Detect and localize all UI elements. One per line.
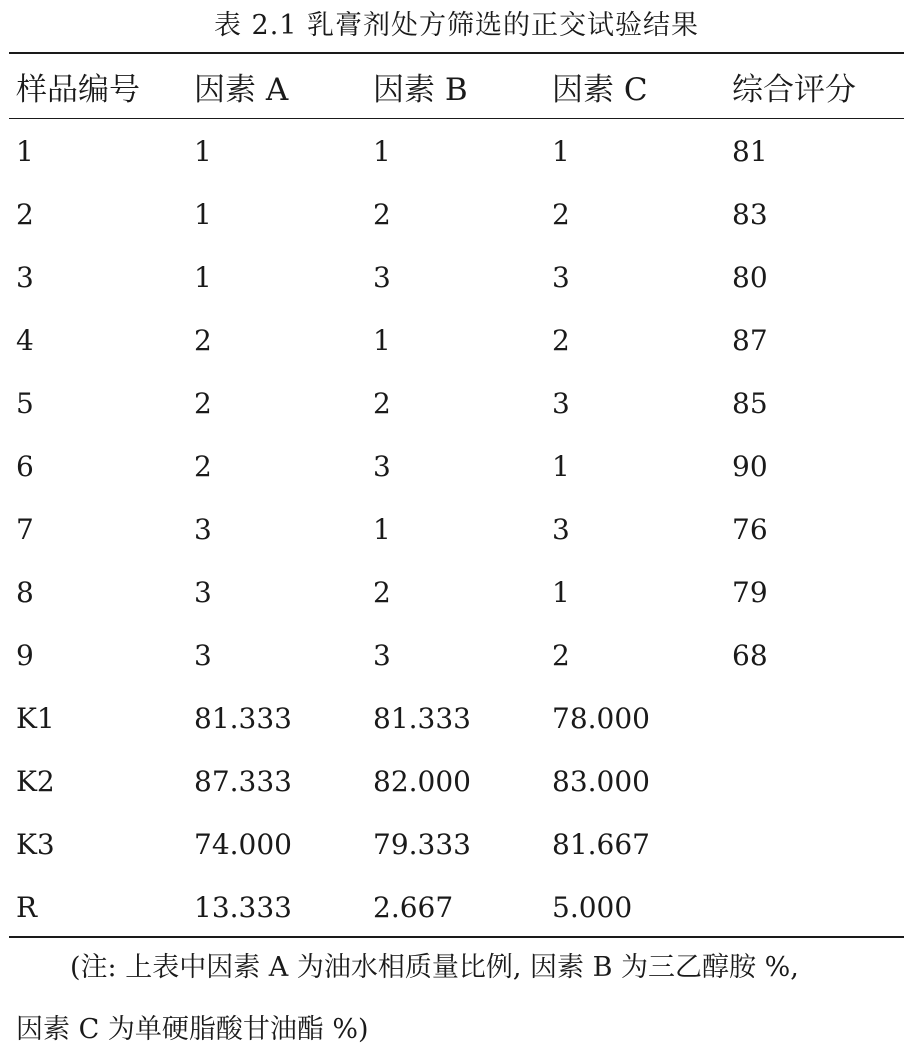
cell-overall-score: 87 bbox=[732, 324, 768, 357]
header-factor-b: 因素 B bbox=[373, 71, 468, 108]
cell-sample-number: K2 bbox=[16, 765, 55, 798]
cell-factor-b: 3 bbox=[373, 450, 391, 483]
cell-overall-score: 76 bbox=[732, 513, 768, 546]
table-row bbox=[16, 183, 892, 246]
cell-factor-c: 3 bbox=[552, 513, 570, 546]
cell-factor-a: 1 bbox=[194, 261, 212, 294]
cell-overall-score: 68 bbox=[732, 639, 768, 672]
table-header-row bbox=[16, 54, 892, 118]
table-caption: 表 2.1 乳膏剂处方筛选的正交试验结果 bbox=[213, 10, 700, 41]
cell-overall-score: 81 bbox=[732, 135, 768, 168]
header-sample-number: 样品编号 bbox=[16, 71, 140, 108]
table-note-line-1: (注: 上表中因素 A 为油水相质量比例, 因素 B 为三乙醇胺 %, bbox=[70, 952, 799, 983]
cell-factor-a: 3 bbox=[194, 513, 212, 546]
table-note-line-2: 因素 C 为单硬脂酸甘油酯 %) bbox=[16, 1014, 369, 1045]
cell-factor-b: 1 bbox=[373, 324, 391, 357]
cell-sample-number: 1 bbox=[16, 135, 34, 168]
table-row bbox=[16, 246, 892, 309]
cell-factor-c: 5.000 bbox=[552, 891, 633, 924]
cell-factor-c: 2 bbox=[552, 198, 570, 231]
cell-overall-score: 85 bbox=[732, 387, 768, 420]
cell-factor-a: 3 bbox=[194, 639, 212, 672]
cell-factor-b: 2 bbox=[373, 387, 391, 420]
cell-factor-a: 2 bbox=[194, 450, 212, 483]
cell-factor-b: 2 bbox=[373, 576, 391, 609]
cell-factor-a: 87.333 bbox=[194, 765, 292, 798]
cell-overall-score bbox=[732, 876, 892, 939]
table-row bbox=[16, 687, 892, 750]
table-row bbox=[16, 624, 892, 687]
cell-factor-a: 81.333 bbox=[194, 702, 292, 735]
cell-factor-c: 3 bbox=[552, 387, 570, 420]
cell-factor-c: 81.667 bbox=[552, 828, 650, 861]
cell-factor-c: 78.000 bbox=[552, 702, 650, 735]
cell-sample-number: 4 bbox=[16, 324, 34, 357]
cell-overall-score: 80 bbox=[732, 261, 768, 294]
header-overall-score: 综合评分 bbox=[732, 71, 856, 108]
cell-factor-b: 3 bbox=[373, 261, 391, 294]
header-factor-c: 因素 C bbox=[552, 71, 648, 108]
orthogonal-results-table bbox=[16, 54, 892, 939]
cell-factor-a: 2 bbox=[194, 324, 212, 357]
cell-factor-b: 2 bbox=[373, 198, 391, 231]
cell-factor-b: 1 bbox=[373, 513, 391, 546]
cell-sample-number: R bbox=[16, 891, 38, 924]
table-row bbox=[16, 435, 892, 498]
cell-sample-number: 7 bbox=[16, 513, 34, 546]
cell-sample-number: 8 bbox=[16, 576, 34, 609]
cell-sample-number: 6 bbox=[16, 450, 34, 483]
table-row bbox=[16, 118, 892, 183]
cell-overall-score bbox=[732, 687, 892, 750]
cell-factor-a: 74.000 bbox=[194, 828, 292, 861]
cell-overall-score bbox=[732, 750, 892, 813]
cell-factor-b: 3 bbox=[373, 639, 391, 672]
cell-factor-a: 3 bbox=[194, 576, 212, 609]
cell-factor-b: 81.333 bbox=[373, 702, 471, 735]
cell-factor-c: 1 bbox=[552, 135, 570, 168]
table-row bbox=[16, 372, 892, 435]
cell-factor-b: 2.667 bbox=[373, 891, 454, 924]
cell-sample-number: 5 bbox=[16, 387, 34, 420]
cell-factor-c: 3 bbox=[552, 261, 570, 294]
cell-sample-number: 2 bbox=[16, 198, 34, 231]
cell-factor-c: 2 bbox=[552, 324, 570, 357]
cell-factor-a: 13.333 bbox=[194, 891, 292, 924]
cell-overall-score: 90 bbox=[732, 450, 768, 483]
table-row bbox=[16, 750, 892, 813]
cell-factor-b: 82.000 bbox=[373, 765, 471, 798]
cell-factor-b: 79.333 bbox=[373, 828, 471, 861]
cell-factor-b: 1 bbox=[373, 135, 391, 168]
header-factor-a: 因素 A bbox=[194, 71, 289, 108]
table-row bbox=[16, 309, 892, 372]
cell-factor-a: 1 bbox=[194, 135, 212, 168]
cell-factor-a: 2 bbox=[194, 387, 212, 420]
cell-factor-a: 1 bbox=[194, 198, 212, 231]
cell-factor-c: 2 bbox=[552, 639, 570, 672]
cell-overall-score bbox=[732, 813, 892, 876]
cell-sample-number: 9 bbox=[16, 639, 34, 672]
cell-overall-score: 83 bbox=[732, 198, 768, 231]
table-row bbox=[16, 498, 892, 561]
cell-overall-score: 79 bbox=[732, 576, 768, 609]
table-row bbox=[16, 813, 892, 876]
cell-sample-number: 3 bbox=[16, 261, 34, 294]
cell-sample-number: K1 bbox=[16, 702, 55, 735]
cell-factor-c: 1 bbox=[552, 450, 570, 483]
table-row bbox=[16, 876, 892, 939]
cell-factor-c: 1 bbox=[552, 576, 570, 609]
table-row bbox=[16, 561, 892, 624]
cell-sample-number: K3 bbox=[16, 828, 55, 861]
cell-factor-c: 83.000 bbox=[552, 765, 650, 798]
